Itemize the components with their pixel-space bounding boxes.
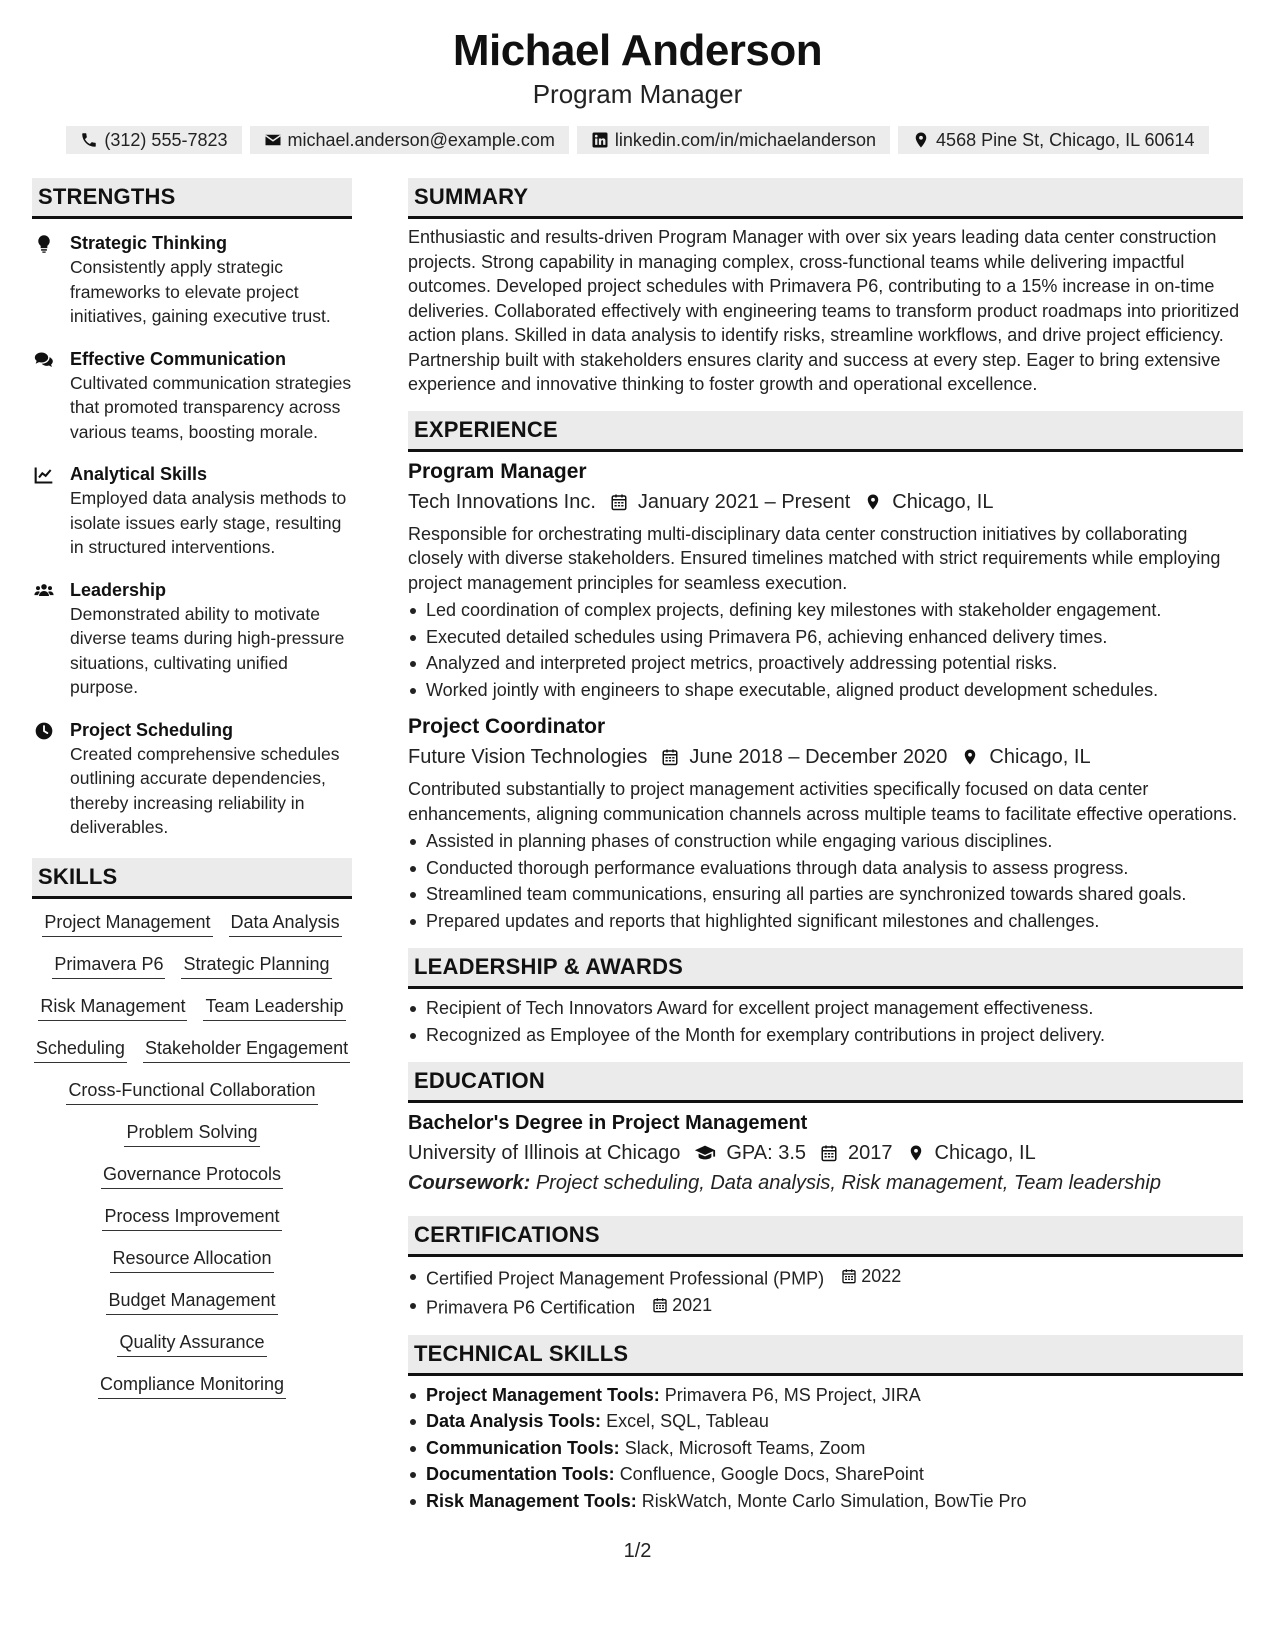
certifications-heading: CERTIFICATIONS <box>408 1216 1243 1257</box>
skill-tag: Data Analysis <box>229 911 342 937</box>
job-entry <box>408 458 1243 704</box>
job-bullet: Analyzed and interpreted project metrics, proactively addressing potential risks. <box>408 650 1243 677</box>
tech-skill-label: Risk Management Tools: <box>426 1490 637 1511</box>
summary-heading: SUMMARY <box>408 178 1243 219</box>
job-meta <box>408 487 1243 517</box>
skill-tag: Team Leadership <box>203 995 345 1021</box>
certification-year: 2021 <box>672 1294 713 1315</box>
graduation-cap-icon <box>694 1142 716 1164</box>
job-dates: January 2021 – Present <box>637 490 851 513</box>
award-item: Recipient of Tech Innovators Award for excellent project management effectiveness. <box>408 995 1243 1022</box>
calendar-icon <box>652 1297 668 1313</box>
strength-item <box>32 347 352 445</box>
awards-list <box>408 995 1243 1048</box>
skill-tag: Budget Management <box>106 1289 277 1315</box>
job-title: Program Manager <box>408 459 587 483</box>
tech-skill-item <box>408 1382 1243 1409</box>
job-dates: June 2018 – December 2020 <box>689 746 948 768</box>
contact-address <box>898 126 1209 154</box>
job-bullets <box>408 828 1243 934</box>
skill-tag: Compliance Monitoring <box>98 1373 286 1399</box>
tech-skill-label: Data Analysis Tools: <box>426 1411 602 1431</box>
job-bullet: Conducted thorough performance evaluations through data analysis to assess progress. <box>408 855 1243 882</box>
map-marker-icon <box>961 748 979 766</box>
strength-desc: Consistently apply strategic frameworks to elevate project initiatives, gaining executive trust. <box>70 257 331 326</box>
strength-desc: Created comprehensive schedules outlining accurate dependencies, thereby increasing reliability in deliverables. <box>70 743 340 837</box>
job-title: Project Coordinator <box>408 715 606 738</box>
lightbulb-icon <box>34 234 54 254</box>
map-marker-icon <box>864 493 882 511</box>
job-location: Chicago, IL <box>892 490 994 513</box>
skill-tag: Project Management <box>42 911 212 937</box>
education-location: Chicago, IL <box>934 1142 1036 1164</box>
users-icon <box>34 581 54 601</box>
education-gpa: GPA: 3.5 <box>726 1142 807 1164</box>
email-text: michael.anderson@example.com <box>287 129 555 150</box>
summary-text: Enthusiastic and results-driven Program Manager with over six years leading data center construction projects. Strong capability in managing complex, cross-functional teams while delivering impactful outcomes. Developed project schedules with Primavera P6, contributing to a 15% increase in on-time deliveries. Collaborated effectively with engineering teams to transform product roadmaps into prioritized action plans. Skilled in data analysis to identify risks, streamline workflows, and drive project efficiency. Partnership built with stakeholders ensures clarity and success at every step. Eager to bring extensive experience and innovative thinking to foster growth and operational excellence. <box>408 227 1240 394</box>
skills-list <box>32 911 352 1399</box>
coursework-text: Project scheduling, Data analysis, Risk management, Team leadership <box>535 1172 1161 1194</box>
strength-desc: Demonstrated ability to motivate diverse teams during high-pressure situations, cultivating unified purpose. <box>70 603 345 697</box>
tech-skill-label: Communication Tools: <box>426 1437 620 1458</box>
tech-skill-item <box>408 1488 1243 1515</box>
strengths-heading: STRENGTHS <box>32 178 352 219</box>
calendar-icon <box>610 493 628 511</box>
comments-icon <box>34 350 54 370</box>
tech-skill-label: Documentation Tools: <box>426 1464 615 1484</box>
linkedin-icon <box>591 131 609 149</box>
contact-linkedin[interactable] <box>577 126 890 154</box>
tech-skill-label: Project Management Tools: <box>426 1384 660 1405</box>
certification-item <box>408 1292 1243 1321</box>
tech-skill-item <box>408 1461 1243 1488</box>
job-bullet: Assisted in planning phases of construction while engaging various disciplines. <box>408 828 1243 855</box>
skill-tag: Governance Protocols <box>101 1163 283 1189</box>
certifications-list <box>408 1263 1243 1321</box>
certification-item <box>408 1263 1243 1292</box>
page-number: 1/2 <box>623 1540 652 1562</box>
experience-heading: EXPERIENCE <box>408 411 1243 452</box>
chart-line-icon <box>34 465 54 485</box>
calendar-icon <box>820 1144 838 1162</box>
strength-item <box>32 231 352 329</box>
strength-title: Project Scheduling <box>70 719 234 740</box>
strength-title: Analytical Skills <box>70 464 208 484</box>
tech-skill-value: RiskWatch, Monte Carlo Simulation, BowTie Pro <box>641 1490 1027 1511</box>
strength-title: Strategic Thinking <box>70 233 228 253</box>
education-school: University of Illinois at Chicago <box>408 1142 681 1164</box>
job-location: Chicago, IL <box>989 746 1091 768</box>
job-bullet: Streamlined team communications, ensuring all parties are synchronized towards shared goals. <box>408 881 1243 908</box>
strengths-list <box>32 231 352 840</box>
calendar-icon <box>841 1268 857 1284</box>
job-company: Future Vision Technologies <box>408 746 648 768</box>
phone-icon <box>80 131 98 149</box>
education-heading: EDUCATION <box>408 1062 1243 1103</box>
candidate-name: Michael Anderson <box>452 26 823 75</box>
strength-item <box>32 462 352 560</box>
strength-title: Effective Communication <box>70 348 287 369</box>
coursework-label: Coursework: <box>408 1172 531 1194</box>
strength-desc: Employed data analysis methods to isolate issues early stage, resulting in structured interventions. <box>70 488 347 557</box>
certification-year: 2022 <box>861 1266 902 1286</box>
skill-tag: Primavera P6 <box>52 953 165 979</box>
contact-phone[interactable] <box>66 126 241 154</box>
certification-name: Certified Project Management Professional (PMP) <box>426 1268 825 1289</box>
envelope-icon <box>264 131 282 149</box>
skill-tag: Strategic Planning <box>181 953 331 979</box>
contact-bar <box>0 126 1275 154</box>
strength-item <box>32 718 352 840</box>
job-bullet: Prepared updates and reports that highlighted significant milestones and challenges. <box>408 908 1243 935</box>
tech-skill-value: Slack, Microsoft Teams, Zoom <box>624 1437 866 1458</box>
strength-desc: Cultivated communication strategies that promoted transparency across various teams, boosting morale. <box>70 372 352 442</box>
job-entry <box>408 713 1243 934</box>
left-column <box>32 178 352 1514</box>
skill-tag: Risk Management <box>38 995 187 1021</box>
skill-tag: Stakeholder Engagement <box>143 1037 350 1063</box>
education-year: 2017 <box>848 1142 893 1164</box>
linkedin-text: linkedin.com/in/michaelanderson <box>614 129 877 150</box>
job-description: Responsible for orchestrating multi-disciplinary data center construction initiatives by collaborating closely with diverse stakeholders. Ensured timelines matched with strict requirements while employing project management principles for seamless execution. <box>408 523 1221 593</box>
skill-tag: Cross-Functional Collaboration <box>66 1079 317 1105</box>
strength-item <box>32 578 352 700</box>
calendar-icon <box>661 748 679 766</box>
resume-header <box>0 0 1275 154</box>
phone-text: (312) 555-7823 <box>104 129 228 150</box>
map-marker-icon <box>912 131 930 149</box>
candidate-title: Program Manager <box>532 79 743 109</box>
tech-skill-item <box>408 1408 1243 1435</box>
contact-email[interactable] <box>250 126 569 154</box>
technical-skills-list <box>408 1382 1243 1515</box>
job-bullet: Worked jointly with engineers to shape executable, aligned product development schedules. <box>408 677 1243 704</box>
skill-tag: Problem Solving <box>124 1121 259 1147</box>
job-meta <box>408 742 1243 772</box>
job-bullet: Executed detailed schedules using Primavera P6, achieving enhanced delivery times. <box>408 624 1243 651</box>
education-coursework <box>408 1168 1243 1198</box>
technical-skills-heading: TECHNICAL SKILLS <box>408 1335 1243 1376</box>
strength-title: Leadership <box>70 579 167 600</box>
skill-tag: Scheduling <box>34 1037 127 1063</box>
tech-skill-value: Primavera P6, MS Project, JIRA <box>664 1384 921 1405</box>
resume-body <box>32 178 1243 1514</box>
job-description: Contributed substantially to project management activities specifically focused on data center enhancements, aligning communication channels across multiple teams to facilitate effective operations. <box>408 779 1238 824</box>
tech-skill-item <box>408 1435 1243 1462</box>
job-bullet: Led coordination of complex projects, defining key milestones with stakeholder engagement. <box>408 597 1243 624</box>
awards-heading: LEADERSHIP & AWARDS <box>408 948 1243 989</box>
skill-tag: Quality Assurance <box>117 1331 266 1357</box>
clock-icon <box>34 721 54 741</box>
skills-heading: SKILLS <box>32 858 352 899</box>
tech-skill-value: Excel, SQL, Tableau <box>606 1411 769 1431</box>
education-meta <box>408 1138 1243 1168</box>
right-column <box>408 178 1243 1514</box>
skill-tag: Process Improvement <box>102 1205 281 1231</box>
award-item: Recognized as Employee of the Month for exemplary contributions in project delivery. <box>408 1022 1243 1049</box>
address-text: 4568 Pine St, Chicago, IL 60614 <box>936 129 1195 150</box>
skill-tag: Resource Allocation <box>110 1247 273 1273</box>
job-bullets <box>408 597 1243 703</box>
tech-skill-value: Confluence, Google Docs, SharePoint <box>619 1464 924 1484</box>
certification-name: Primavera P6 Certification <box>426 1297 636 1317</box>
job-company: Tech Innovations Inc. <box>408 490 596 513</box>
map-marker-icon <box>907 1144 925 1162</box>
education-degree: Bachelor's Degree in Project Management <box>408 1112 808 1134</box>
